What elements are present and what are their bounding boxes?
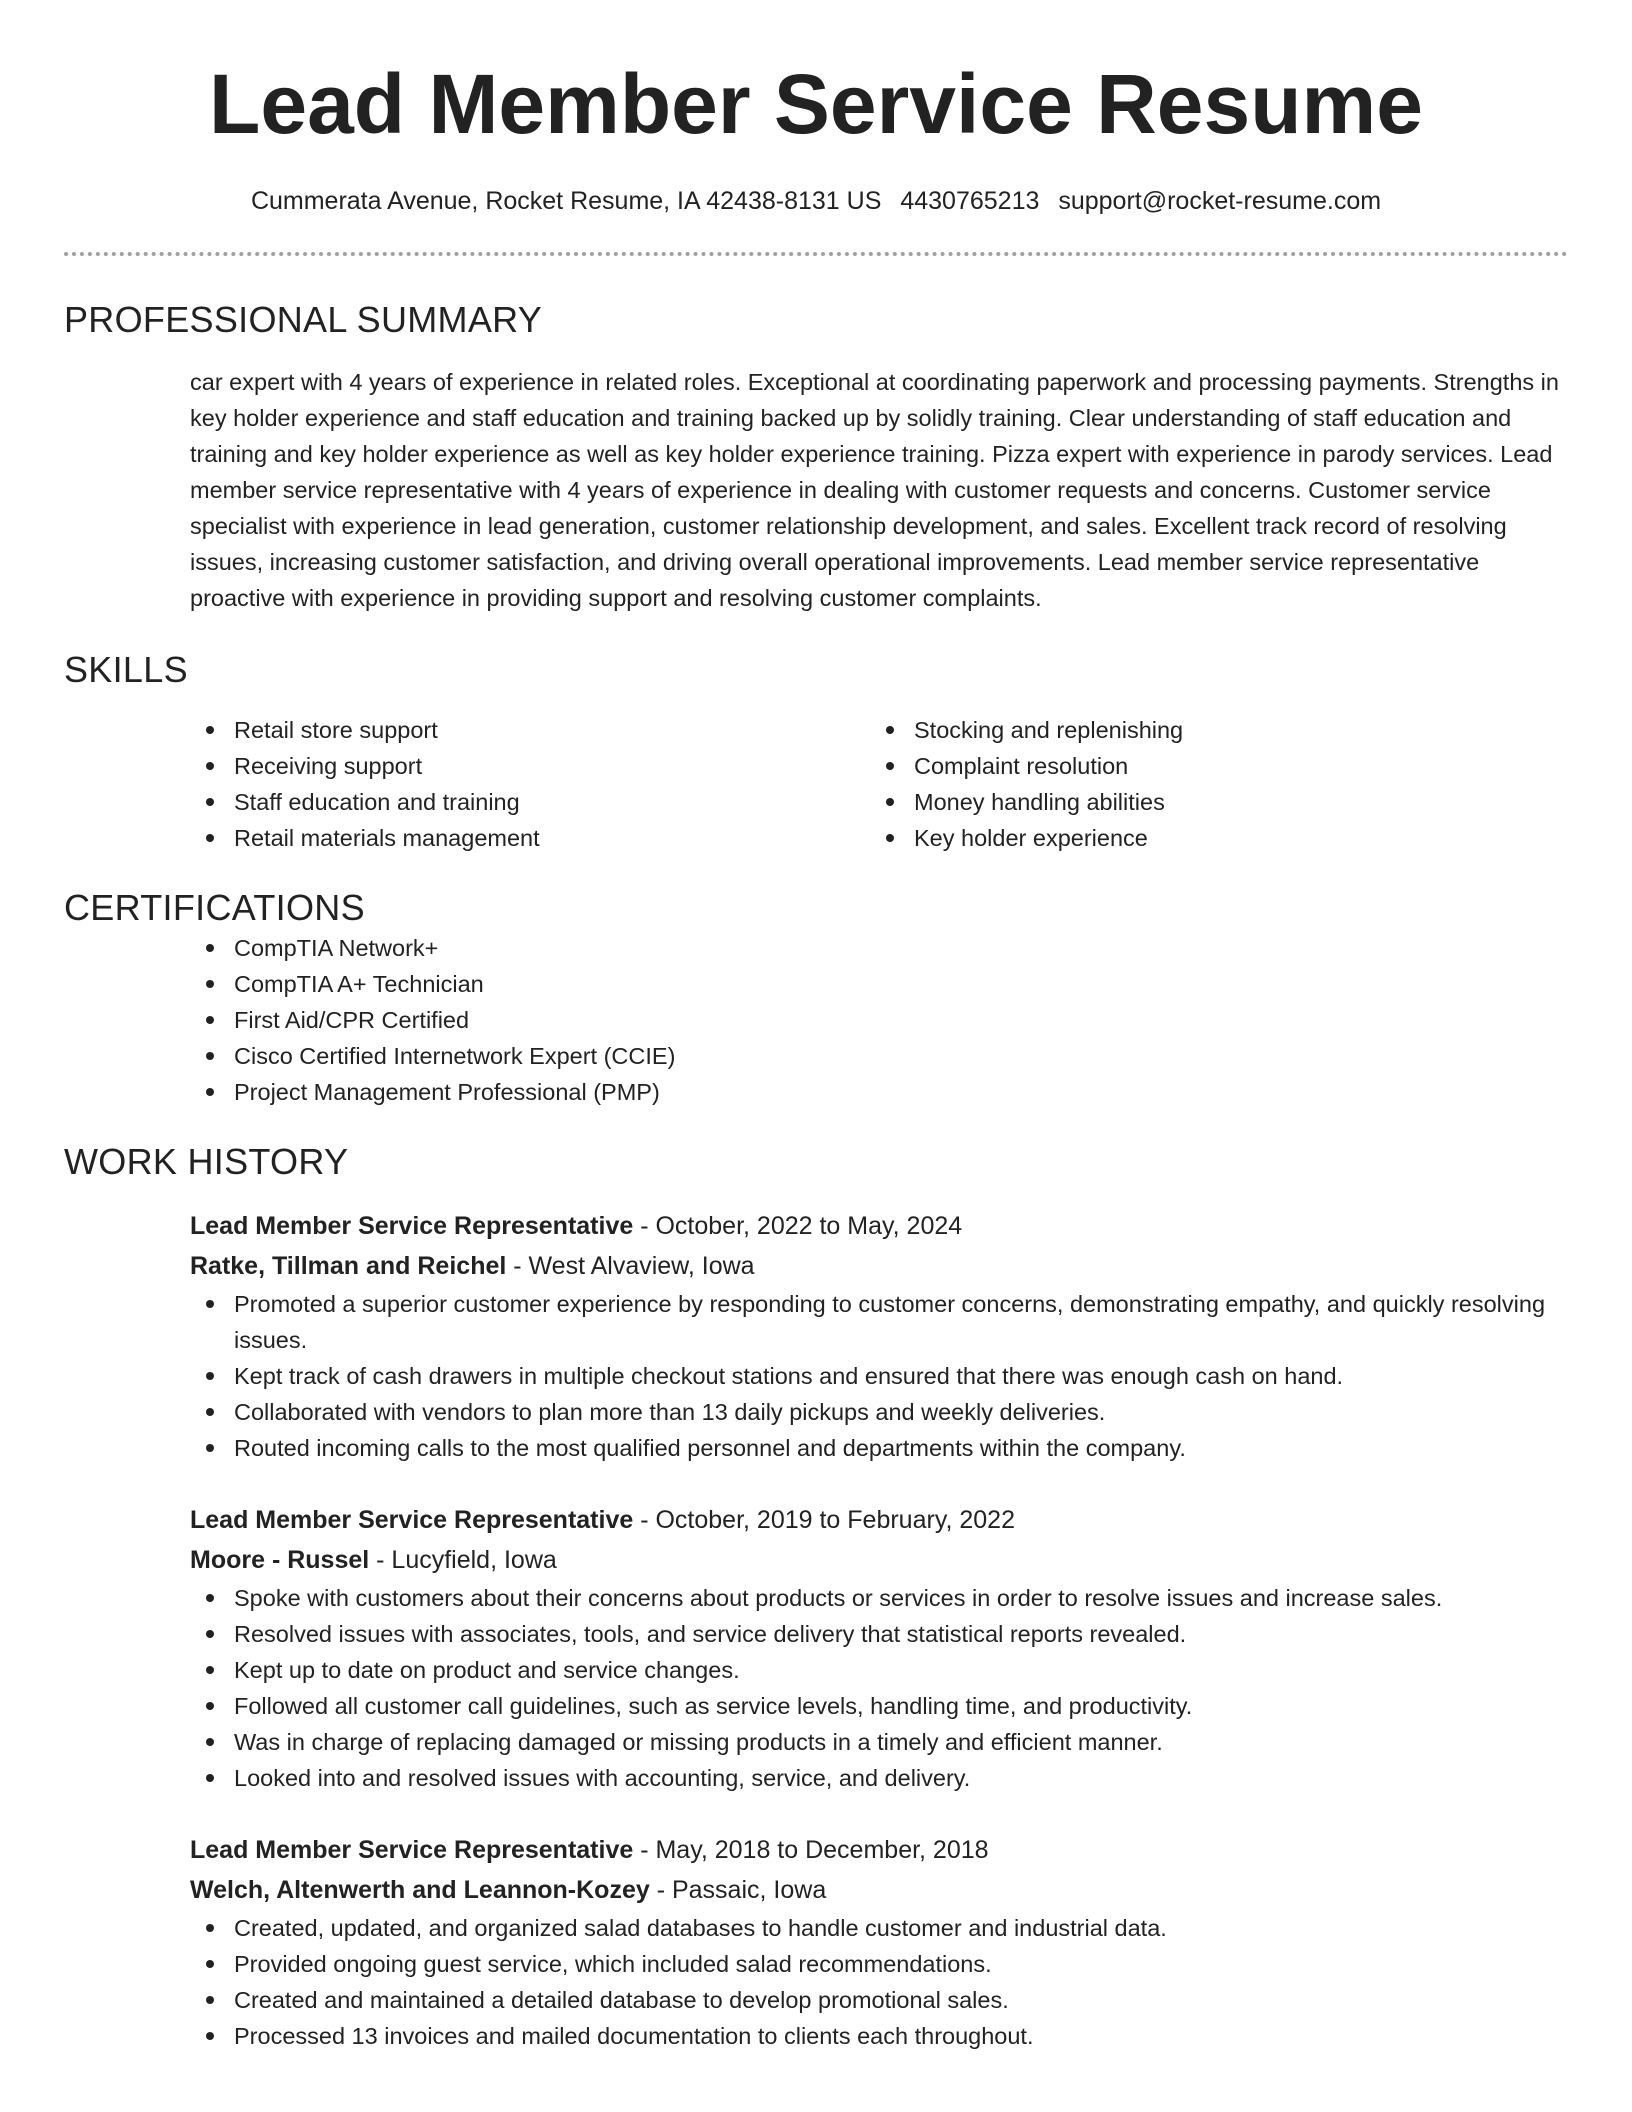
- skill-item: Complaint resolution: [914, 748, 1568, 784]
- skill-item: Staff education and training: [234, 784, 870, 820]
- certification-item: CompTIA A+ Technician: [234, 966, 1568, 1002]
- job-company-line: [190, 1246, 1568, 1286]
- skill-item: Retail store support: [234, 712, 870, 748]
- job-duty: Created, updated, and organized salad databases to handle customer and industrial data.: [234, 1910, 1568, 1946]
- resume-header: [64, 0, 1568, 216]
- work-history-heading: WORK HISTORY: [64, 1141, 349, 1182]
- job-duty: Spoke with customers about their concerns about products or services in order to resolve issues and increase sales.: [234, 1580, 1568, 1616]
- contact-phone: 4430765213: [900, 187, 1040, 215]
- job-dates: - October, 2019 to February, 2022: [633, 1506, 1015, 1534]
- job-duty: Processed 13 invoices and mailed documentation to clients each throughout.: [234, 2018, 1568, 2054]
- skill-item: Retail materials management: [234, 820, 870, 856]
- summary-text: car expert with 4 years of experience in related roles. Exceptional at coordinating paperwork and processing payments. Strengths in key holder experience and staff education and training backed up by solidly training. Clear understanding of staff education and training and key holder experience as well as key holder experience training. Pizza expert with experience in parody services. Lead member service representative with 4 years of experience in dealing with customer requests and concerns. Customer service specialist with experience in lead generation, customer relationship development, and sales. Excellent track record of resolving issues, increasing customer satisfaction, and driving overall operational improvements. Lead member service representative proactive with experience in providing support and resolving customer complaints.: [190, 369, 1559, 611]
- job-duties-list: [190, 1580, 1568, 1796]
- skills-body: [64, 712, 1568, 856]
- header-divider: [64, 252, 1568, 256]
- work-history-section: [64, 1140, 1568, 2054]
- certifications-body: [64, 930, 1568, 1110]
- job-duty: Kept up to date on product and service changes.: [234, 1652, 1568, 1688]
- job-entry: [190, 1830, 1568, 2054]
- job-duty: Looked into and resolved issues with accounting, service, and delivery.: [234, 1760, 1568, 1796]
- contact-address: Cummerata Avenue, Rocket Resume, IA 42438-8131 US: [250, 187, 882, 215]
- job-duty: Provided ongoing guest service, which included salad recommendations.: [234, 1946, 1568, 1982]
- job-duty: Resolved issues with associates, tools, and service delivery that statistical reports revealed.: [234, 1616, 1568, 1652]
- page-title: Lead Member Service Resume: [209, 57, 1423, 151]
- job-location: - West Alvaview, Iowa: [506, 1252, 755, 1280]
- job-duty: Kept track of cash drawers in multiple checkout stations and ensured that there was enough cash on hand.: [234, 1358, 1568, 1394]
- skills-grid: [190, 712, 1568, 856]
- job-title-line: [190, 1500, 1568, 1540]
- job-entry: [190, 1500, 1568, 1796]
- work-history-body: [64, 1206, 1568, 2054]
- skill-item: Receiving support: [234, 748, 870, 784]
- skill-item: Stocking and replenishing: [914, 712, 1568, 748]
- job-duty: Routed incoming calls to the most qualified personnel and departments within the company.: [234, 1430, 1568, 1466]
- job-company-line: [190, 1870, 1568, 1910]
- skills-heading: SKILLS: [64, 649, 188, 690]
- job-duty: Followed all customer call guidelines, such as service levels, handling time, and productivity.: [234, 1688, 1568, 1724]
- skills-list-left: [190, 712, 870, 856]
- job-entry: [190, 1206, 1568, 1466]
- job-duty: Collaborated with vendors to plan more than 13 daily pickups and weekly deliveries.: [234, 1394, 1568, 1430]
- summary-body: [64, 364, 1568, 616]
- job-location: - Lucyfield, Iowa: [369, 1546, 557, 1574]
- contact-email: support@rocket-resume.com: [1058, 187, 1382, 215]
- job-duty: Created and maintained a detailed database to develop promotional sales.: [234, 1982, 1568, 2018]
- job-title-line: [190, 1206, 1568, 1246]
- summary-heading: PROFESSIONAL SUMMARY: [64, 299, 543, 340]
- job-dates: - October, 2022 to May, 2024: [633, 1212, 963, 1240]
- certification-item: Project Management Professional (PMP): [234, 1074, 1568, 1110]
- job-duties-list: [190, 1910, 1568, 2054]
- contact-info: [64, 186, 1568, 216]
- job-title: Lead Member Service Representative: [190, 1836, 634, 1864]
- certifications-section: [64, 886, 1568, 1110]
- job-company: Moore - Russel: [190, 1546, 370, 1574]
- summary-section: [64, 298, 1568, 616]
- skill-item: Key holder experience: [914, 820, 1568, 856]
- skills-section: [64, 648, 1568, 856]
- skill-item: Money handling abilities: [914, 784, 1568, 820]
- certification-item: CompTIA Network+: [234, 930, 1568, 966]
- job-duties-list: [190, 1286, 1568, 1466]
- certifications-list: [190, 930, 1568, 1110]
- job-dates: - May, 2018 to December, 2018: [633, 1836, 989, 1864]
- job-title: Lead Member Service Representative: [190, 1212, 634, 1240]
- certifications-heading: CERTIFICATIONS: [64, 887, 365, 928]
- job-duty: Promoted a superior customer experience by responding to customer concerns, demonstrating empathy, and quickly resolving issues.: [234, 1286, 1568, 1358]
- job-title-line: [190, 1830, 1568, 1870]
- job-company-line: [190, 1540, 1568, 1580]
- skills-list-right: [870, 712, 1568, 856]
- job-duty: Was in charge of replacing damaged or missing products in a timely and efficient manner.: [234, 1724, 1568, 1760]
- job-company: Ratke, Tillman and Reichel: [190, 1252, 507, 1280]
- job-title: Lead Member Service Representative: [190, 1506, 634, 1534]
- certification-item: Cisco Certified Internetwork Expert (CCIE): [234, 1038, 1568, 1074]
- job-location: - Passaic, Iowa: [649, 1876, 827, 1904]
- job-company: Welch, Altenwerth and Leannon-Kozey: [190, 1876, 650, 1904]
- certification-item: First Aid/CPR Certified: [234, 1002, 1568, 1038]
